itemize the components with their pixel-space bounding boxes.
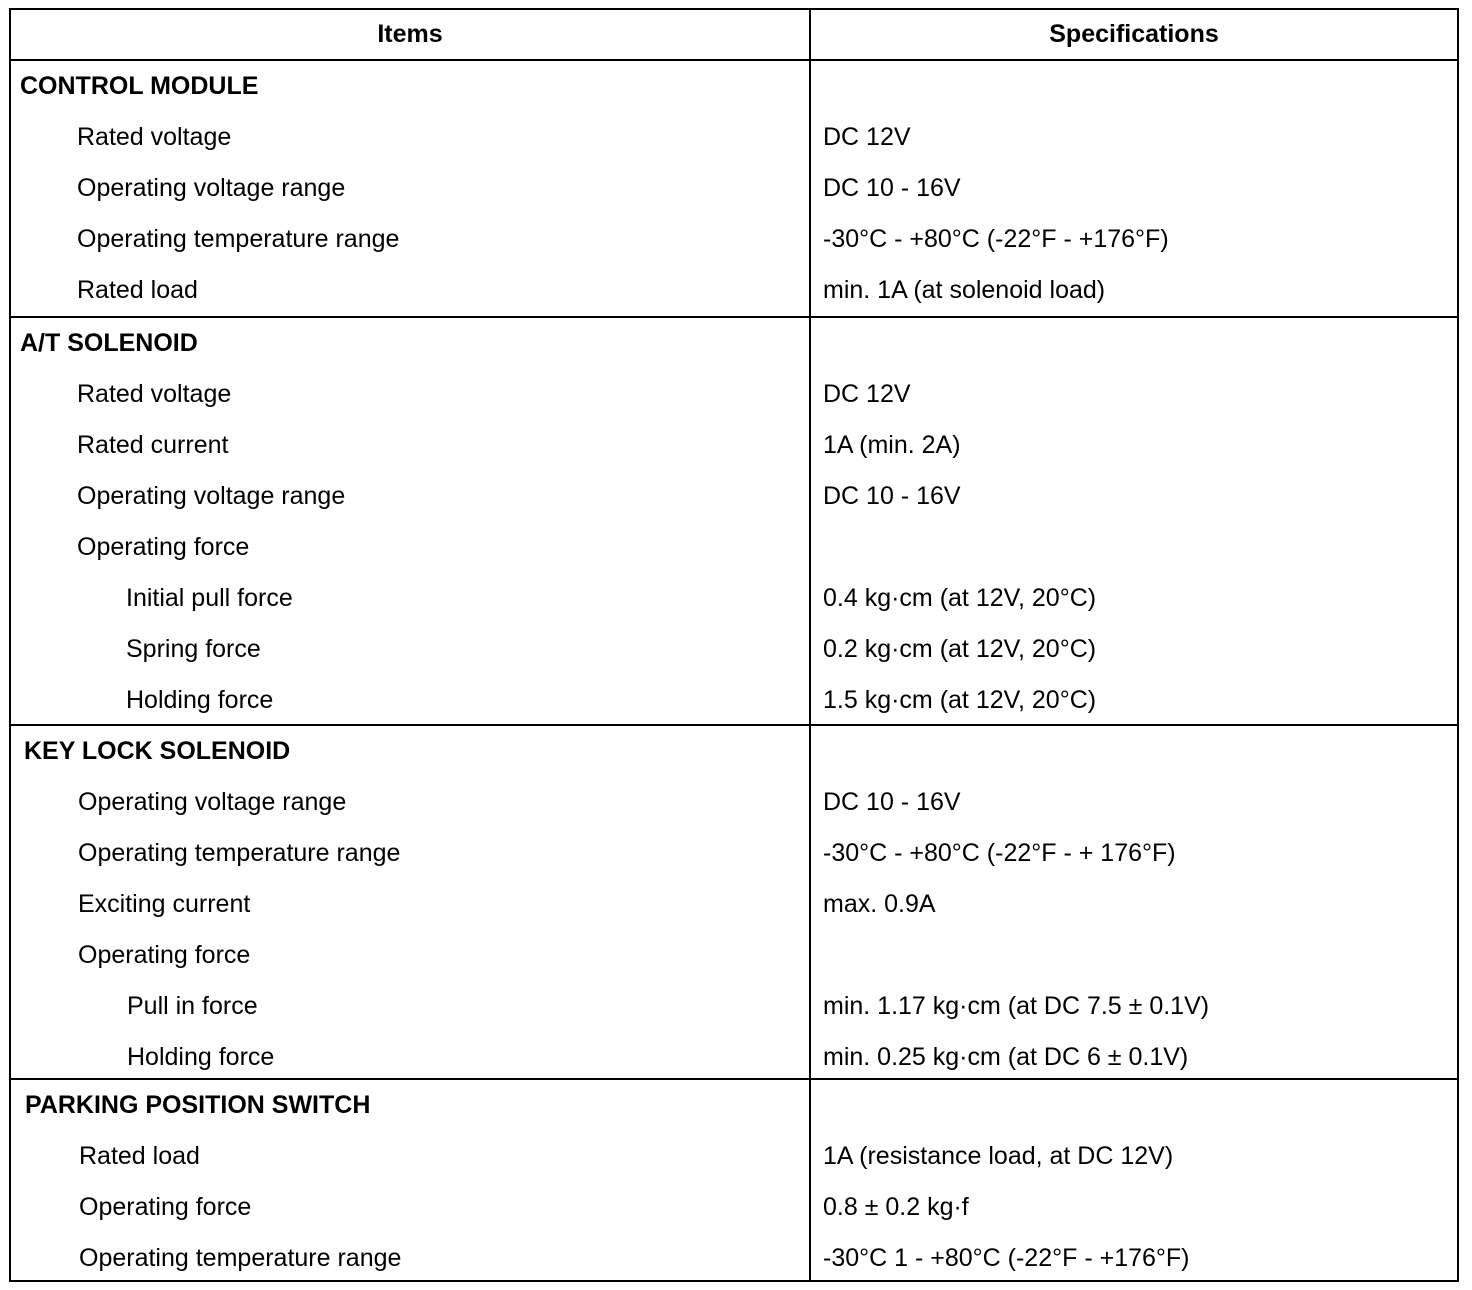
section-title-row	[11, 318, 1457, 369]
spec-value: -30°C - +80°C (-22°F - +176°F)	[823, 225, 1169, 253]
spec-value: 0.8 ± 0.2 kg·f	[823, 1193, 969, 1221]
header-items: Items	[377, 20, 443, 48]
spec-table	[9, 8, 1459, 1282]
spec-value: -30°C - +80°C (-22°F - + 176°F)	[823, 839, 1176, 867]
item-label: Holding force	[127, 1043, 275, 1071]
table-row	[11, 471, 1457, 522]
item-label: Holding force	[126, 686, 274, 714]
item-label: Rated load	[77, 276, 198, 304]
table-row	[11, 369, 1457, 420]
table-row	[11, 420, 1457, 471]
spec-value: DC 10 - 16V	[823, 788, 961, 816]
spec-value: DC 12V	[823, 380, 911, 408]
section-title: A/T SOLENOID	[20, 329, 198, 357]
table-row	[11, 624, 1457, 675]
spec-value: DC 10 - 16V	[823, 174, 961, 202]
spec-value: DC 12V	[823, 123, 911, 151]
table-row	[11, 1032, 1457, 1083]
item-label: Rated voltage	[77, 123, 232, 151]
header-specifications: Specifications	[1049, 20, 1219, 48]
table-row	[11, 522, 1457, 573]
section-title: KEY LOCK SOLENOID	[24, 737, 291, 765]
item-label: Operating temperature range	[77, 225, 400, 253]
section-at-solenoid	[11, 318, 1457, 726]
table-row	[11, 214, 1457, 265]
spec-value: 1A (min. 2A)	[823, 431, 961, 459]
item-label: Operating force	[79, 1193, 252, 1221]
table-row	[11, 265, 1457, 316]
spec-value: min. 1A (at solenoid load)	[823, 276, 1106, 304]
table-row	[11, 573, 1457, 624]
section-parking-position-switch	[11, 1080, 1457, 1282]
table-row	[11, 112, 1457, 163]
item-label: Operating voltage range	[77, 174, 346, 202]
item-label: Rated voltage	[77, 380, 232, 408]
table-row	[11, 675, 1457, 726]
spec-value: 0.2 kg·cm (at 12V, 20°C)	[823, 635, 1097, 663]
table-row	[11, 930, 1457, 981]
spec-value: 1A (resistance load, at DC 12V)	[823, 1142, 1174, 1170]
spec-value: 0.4 kg·cm (at 12V, 20°C)	[823, 584, 1097, 612]
table-row	[11, 1182, 1457, 1233]
spec-value: DC 10 - 16V	[823, 482, 961, 510]
table-row	[11, 163, 1457, 214]
spec-value: 1.5 kg·cm (at 12V, 20°C)	[823, 686, 1097, 714]
item-label: Pull in force	[127, 992, 258, 1020]
section-title: PARKING POSITION SWITCH	[25, 1091, 371, 1119]
item-label: Operating force	[77, 533, 250, 561]
item-label: Operating voltage range	[77, 482, 346, 510]
table-row	[11, 777, 1457, 828]
item-label: Operating voltage range	[78, 788, 347, 816]
section-title: CONTROL MODULE	[20, 72, 259, 100]
item-label: Operating temperature range	[78, 839, 401, 867]
item-label: Rated current	[77, 431, 229, 459]
table-row	[11, 828, 1457, 879]
section-title-row	[11, 726, 1457, 777]
table-header	[11, 10, 1457, 61]
item-label: Operating force	[78, 941, 251, 969]
table-row	[11, 879, 1457, 930]
spec-value: -30°C 1 - +80°C (-22°F - +176°F)	[823, 1244, 1190, 1272]
item-label: Operating temperature range	[79, 1244, 402, 1272]
spec-value: max. 0.9A	[823, 890, 936, 918]
table-row	[11, 1131, 1457, 1182]
item-label: Initial pull force	[126, 584, 293, 612]
section-key-lock-solenoid	[11, 726, 1457, 1080]
item-label: Spring force	[126, 635, 261, 663]
spec-value: min. 0.25 kg·cm (at DC 6 ± 0.1V)	[823, 1043, 1189, 1071]
table-row	[11, 981, 1457, 1032]
item-label: Exciting current	[78, 890, 251, 918]
table-row	[11, 1233, 1457, 1284]
spec-value: min. 1.17 kg·cm (at DC 7.5 ± 0.1V)	[823, 992, 1210, 1020]
section-title-row	[11, 61, 1457, 112]
section-title-row	[11, 1080, 1457, 1131]
section-control-module	[11, 61, 1457, 318]
item-label: Rated load	[79, 1142, 200, 1170]
